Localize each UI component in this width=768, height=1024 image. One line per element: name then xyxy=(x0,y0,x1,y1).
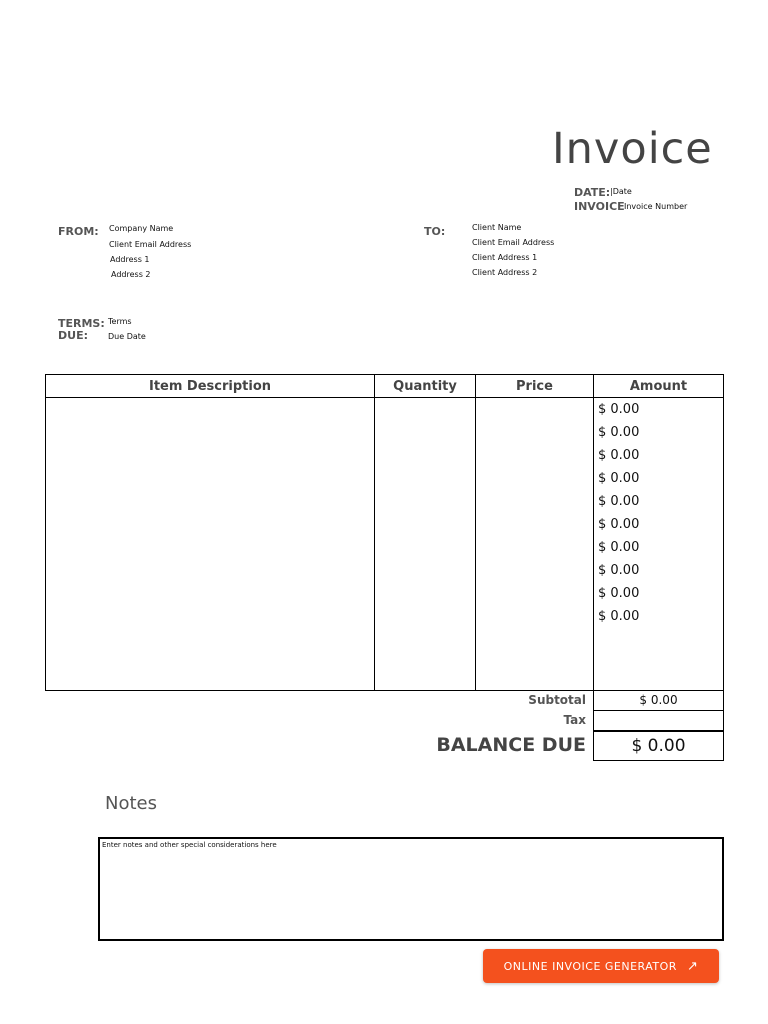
generator-button-label: ONLINE INVOICE GENERATOR xyxy=(503,959,677,973)
notes-title: Notes xyxy=(105,793,157,814)
subtotal-label: Subtotal xyxy=(528,693,586,707)
line-items-table xyxy=(45,374,724,691)
from-address2-field[interactable]: Address 2 xyxy=(111,270,151,279)
header-amount: Amount xyxy=(594,375,724,398)
terms-label: TERMS: xyxy=(58,317,105,330)
date-label: DATE: xyxy=(574,186,611,199)
amount-value: $ 0.00 xyxy=(598,563,640,578)
table-row xyxy=(46,398,724,691)
to-email-field[interactable]: Client Email Address xyxy=(472,238,555,247)
to-client-name-field[interactable]: Client Name xyxy=(472,223,522,232)
notes-textarea[interactable] xyxy=(98,837,724,941)
balance-due-value: $ 0.00 xyxy=(593,731,724,761)
online-invoice-generator-button[interactable] xyxy=(483,949,719,983)
notes-placeholder: Enter notes and other special considerations here xyxy=(102,841,277,849)
table-header-row xyxy=(46,375,724,398)
amount-value: $ 0.00 xyxy=(598,609,640,624)
balance-due-label: BALANCE DUE xyxy=(436,734,586,756)
external-arrow-icon: ↗ xyxy=(686,958,699,974)
invoice-number-label: INVOICE xyxy=(574,200,625,213)
item-description-column[interactable] xyxy=(46,398,375,691)
invoice-number-field[interactable]: Invoice Number xyxy=(624,202,688,211)
quantity-column[interactable] xyxy=(375,398,476,691)
from-company-field[interactable]: Company Name xyxy=(109,224,174,233)
from-email-field[interactable]: Client Email Address xyxy=(109,240,192,249)
date-field[interactable]: |Date xyxy=(610,187,632,196)
due-label: DUE: xyxy=(58,329,88,342)
header-price: Price xyxy=(476,375,594,398)
subtotal-value: $ 0.00 xyxy=(593,691,724,711)
amount-value: $ 0.00 xyxy=(598,586,640,601)
amount-value: $ 0.00 xyxy=(598,425,640,440)
header-item-description: Item Description xyxy=(46,375,375,398)
amount-value: $ 0.00 xyxy=(598,517,640,532)
tax-label: Tax xyxy=(563,713,586,727)
amount-value: $ 0.00 xyxy=(598,471,640,486)
terms-field[interactable]: Terms xyxy=(108,317,132,326)
amount-value: $ 0.00 xyxy=(598,448,640,463)
to-label: TO: xyxy=(424,225,446,238)
header-quantity: Quantity xyxy=(375,375,476,398)
tax-field[interactable] xyxy=(593,711,724,731)
amount-column xyxy=(594,398,724,691)
due-date-field[interactable]: Due Date xyxy=(108,332,146,341)
invoice-title: Invoice xyxy=(552,124,713,174)
to-address1-field[interactable]: Client Address 1 xyxy=(472,253,538,262)
amount-value: $ 0.00 xyxy=(598,540,640,555)
from-label: FROM: xyxy=(58,225,99,238)
amount-value: $ 0.00 xyxy=(598,402,640,417)
price-column[interactable] xyxy=(476,398,594,691)
amount-value: $ 0.00 xyxy=(598,494,640,509)
from-address1-field[interactable]: Address 1 xyxy=(110,255,150,264)
to-address2-field[interactable]: Client Address 2 xyxy=(472,268,538,277)
